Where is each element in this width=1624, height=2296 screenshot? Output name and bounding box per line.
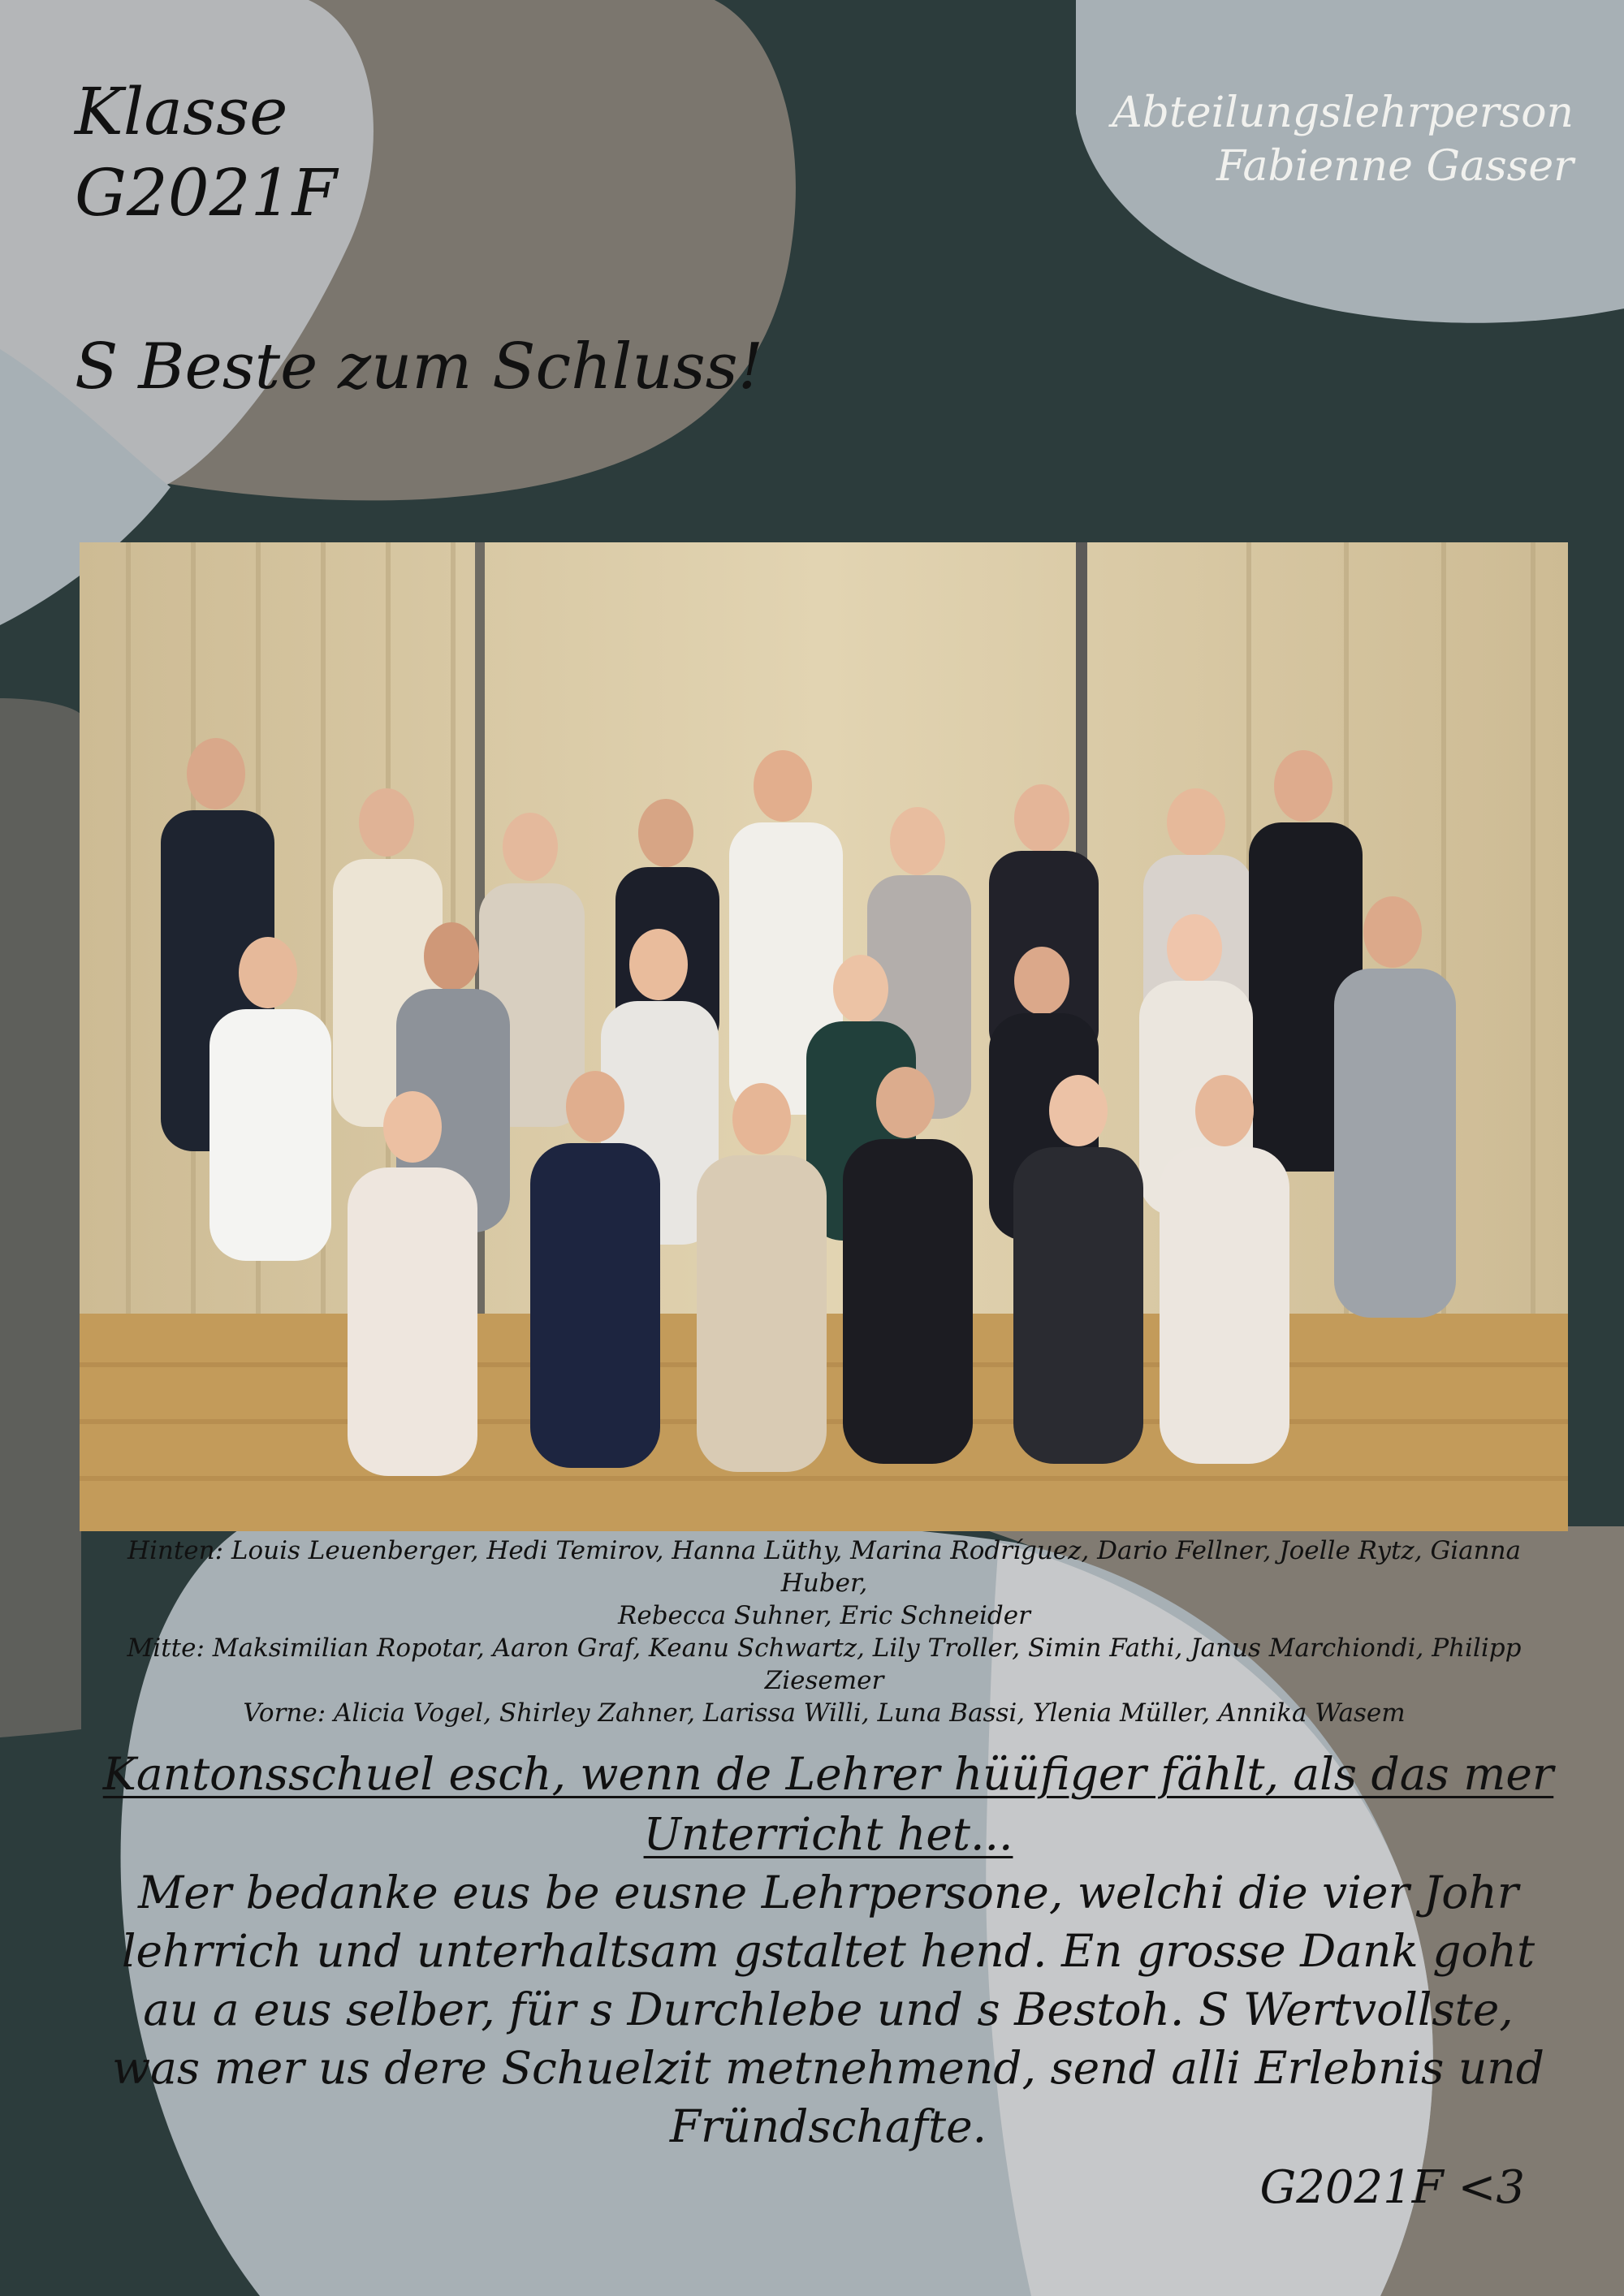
quote-heading: Kantonsschuel esch, wenn de Lehrer hüüfiger fählt, als das mer Unterricht het... — [102, 1748, 1554, 1860]
motto-heading: S Beste zum Schluss! — [75, 330, 764, 404]
names-caption — [81, 1534, 1567, 1729]
blob-taupe-left — [0, 698, 81, 1737]
group-photo — [80, 542, 1568, 1531]
teacher-name: Fabienne Gasser — [1216, 142, 1574, 191]
names-back-row-continued: Rebecca Suhner, Eric Schneider — [618, 1601, 1030, 1630]
names-front-row: Vorne: Alicia Vogel, Shirley Zahner, Larissa Willi, Luna Bassi, Ylenia Müller, Annika Wasem — [243, 1698, 1406, 1728]
names-middle-row: Mitte: Maksimilian Ropotar, Aaron Graf, Keanu Schwartz, Lily Troller, Simin Fathi, Janus Marchiondi, Philipp Ziesemer — [127, 1634, 1522, 1695]
names-back-row: Hinten: Louis Leuenberger, Hedi Temirov, Hanna Lüthy, Marina Rodríguez, Dario Fellner, Joelle Rytz, Gianna Huber, — [127, 1536, 1522, 1598]
teacher-block — [843, 86, 1574, 193]
class-title: Klasse G2021F — [75, 74, 338, 231]
signature: G2021F <3 — [1259, 2161, 1525, 2214]
teacher-role: Abteilungslehrperson — [1112, 88, 1574, 137]
group-photo-icon — [80, 542, 1568, 1531]
thanks-paragraph: Mer bedanke eus be eusne Lehrpersone, welchi die vier Johr lehrrich und unterhaltsam gstaltet hend. En grosse Dank goht au a eus selber, für s Durchlebe und s Bestoh. S Wertvollste, was mer us dere Schuelzit metnehmend, send alli Erlebnis und Fründschafte. — [112, 1867, 1544, 2152]
